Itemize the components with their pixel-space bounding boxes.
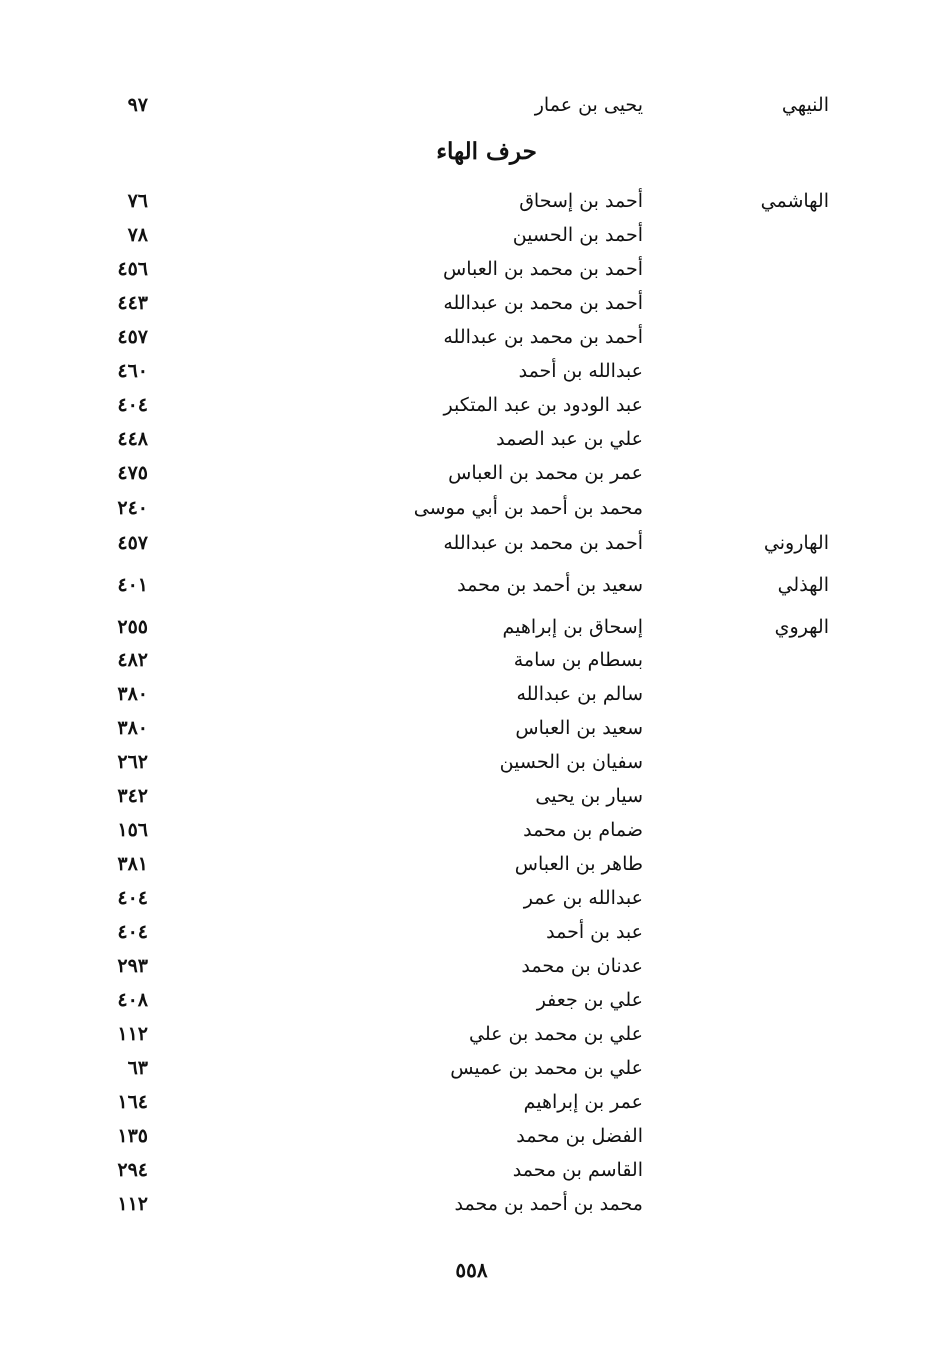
index-entry [0, 422, 943, 456]
entry-nisba: النيهي [781, 94, 829, 116]
entry-page-ref: ٤٠٨ [117, 989, 148, 1011]
entry-page-ref: ٤٠١ [117, 574, 148, 596]
entry-name: أحمد بن محمد بن عبدالله [443, 532, 643, 554]
entry-name: عمر بن محمد بن العباس [448, 462, 643, 484]
entry-name: أحمد بن محمد بن العباس [443, 258, 643, 280]
entry-name: أحمد بن محمد بن عبدالله [443, 292, 643, 314]
index-entry [0, 568, 943, 602]
entry-page-ref: ٤٠٤ [117, 887, 148, 909]
entry-page-ref: ٧٦ [127, 190, 148, 212]
entry-page-ref: ٤٦٠ [117, 360, 148, 382]
entry-name: أحمد بن محمد بن عبدالله [443, 326, 643, 348]
entry-name: محمد بن أحمد بن أبي موسى [413, 497, 643, 519]
entry-page-ref: ٣٤٢ [117, 785, 148, 807]
entry-page-ref: ٤٥٦ [117, 258, 148, 280]
entry-name: أحمد بن إسحاق [519, 190, 643, 212]
index-entry [0, 286, 943, 320]
index-entry [0, 949, 943, 983]
entry-name: سيار بن يحيى [535, 785, 643, 807]
index-entry [0, 1153, 943, 1187]
index-entry [0, 526, 943, 560]
index-entry [0, 184, 943, 218]
entry-page-ref: ٤٠٤ [117, 921, 148, 943]
index-entry [0, 643, 943, 677]
index-entry [0, 388, 943, 422]
index-entry [0, 745, 943, 779]
entry-name: محمد بن أحمد بن محمد [454, 1193, 643, 1215]
entry-page-ref: ٤٨٢ [117, 649, 148, 671]
entry-name: سعيد بن العباس [515, 717, 643, 739]
entry-name: عبد بن أحمد [546, 921, 643, 943]
entry-name: ضمام بن محمد [523, 819, 643, 841]
entry-nisba: الهذلي [777, 574, 829, 596]
index-entry [0, 252, 943, 286]
index-entry [0, 779, 943, 813]
section-heading: حرف الهاء [436, 138, 537, 165]
index-entry [0, 354, 943, 388]
index-entry [0, 677, 943, 711]
entry-nisba: الهاشمي [760, 190, 829, 212]
entry-page-ref: ١٥٦ [117, 819, 148, 841]
entry-page-ref: ٤٤٨ [117, 428, 148, 450]
index-entry [0, 813, 943, 847]
entry-name: طاهر بن العباس [514, 853, 643, 875]
entry-name: علي بن عبد الصمد [496, 428, 643, 450]
entry-page-ref: ٢٤٠ [117, 497, 148, 519]
entry-page-ref: ٣٨٠ [117, 717, 148, 739]
entry-name: علي بن جعفر [536, 989, 643, 1011]
index-entry [0, 881, 943, 915]
entry-name: أحمد بن الحسين [512, 224, 643, 246]
entry-name: بسطام بن سامة [513, 649, 643, 671]
index-entry [0, 915, 943, 949]
entry-name: علي بن محمد بن عميس [450, 1057, 643, 1079]
entry-nisba: الهاروني [763, 532, 829, 554]
entry-name: الفضل بن محمد [516, 1125, 643, 1147]
entry-name: عبدالله بن أحمد [518, 360, 643, 382]
index-entry [0, 847, 943, 881]
entry-page-ref: ١٦٤ [117, 1091, 148, 1113]
index-entry [0, 456, 943, 490]
entry-name: سفيان بن الحسين [499, 751, 643, 773]
index-entry [0, 491, 943, 525]
entry-nisba: الهروي [774, 616, 829, 638]
entry-page-ref: ٢٩٣ [117, 955, 148, 977]
entry-name: سالم بن عبدالله [516, 683, 643, 705]
entry-page-ref: ١١٢ [117, 1193, 148, 1215]
entry-page-ref: ٤٠٤ [117, 394, 148, 416]
index-entry [0, 983, 943, 1017]
entry-page-ref: ٤٥٧ [117, 532, 148, 554]
entry-name: يحيى بن عمار [534, 94, 643, 116]
entry-name: سعيد بن أحمد بن محمد [457, 574, 643, 596]
index-entry [0, 1187, 943, 1221]
entry-page-ref: ٩٧ [127, 94, 148, 116]
index-entry [0, 1051, 943, 1085]
entry-page-ref: ٢٩٤ [117, 1159, 148, 1181]
entry-page-ref: ٣٨١ [117, 853, 148, 875]
entry-name: عبد الودود بن عبد المتكبر [443, 394, 643, 416]
index-entry [0, 1017, 943, 1051]
index-entry [0, 1085, 943, 1119]
index-entry [0, 218, 943, 252]
entry-page-ref: ١٣٥ [117, 1125, 148, 1147]
index-entry [0, 320, 943, 354]
entry-name: علي بن محمد بن علي [469, 1023, 643, 1045]
entry-page-ref: ٧٨ [127, 224, 148, 246]
entry-page-ref: ٤٧٥ [117, 462, 148, 484]
entry-page-ref: ٤٤٣ [117, 292, 148, 314]
entry-name: عمر بن إبراهيم [523, 1091, 643, 1113]
index-entry [0, 711, 943, 745]
entry-page-ref: ٣٨٠ [117, 683, 148, 705]
entry-page-ref: ٢٦٢ [117, 751, 148, 773]
page-number: ٥٥٨ [455, 1258, 488, 1282]
entry-page-ref: ١١٢ [117, 1023, 148, 1045]
entry-page-ref: ٦٣ [127, 1057, 148, 1079]
entry-name: عدنان بن محمد [521, 955, 643, 977]
entry-page-ref: ٢٥٥ [117, 616, 148, 638]
entry-name: إسحاق بن إبراهيم [502, 616, 643, 638]
index-entry [0, 610, 943, 644]
entry-name: عبدالله بن عمر [523, 887, 643, 909]
index-entry [0, 88, 943, 122]
entry-page-ref: ٤٥٧ [117, 326, 148, 348]
entry-name: القاسم بن محمد [512, 1159, 643, 1181]
index-entry [0, 1119, 943, 1153]
